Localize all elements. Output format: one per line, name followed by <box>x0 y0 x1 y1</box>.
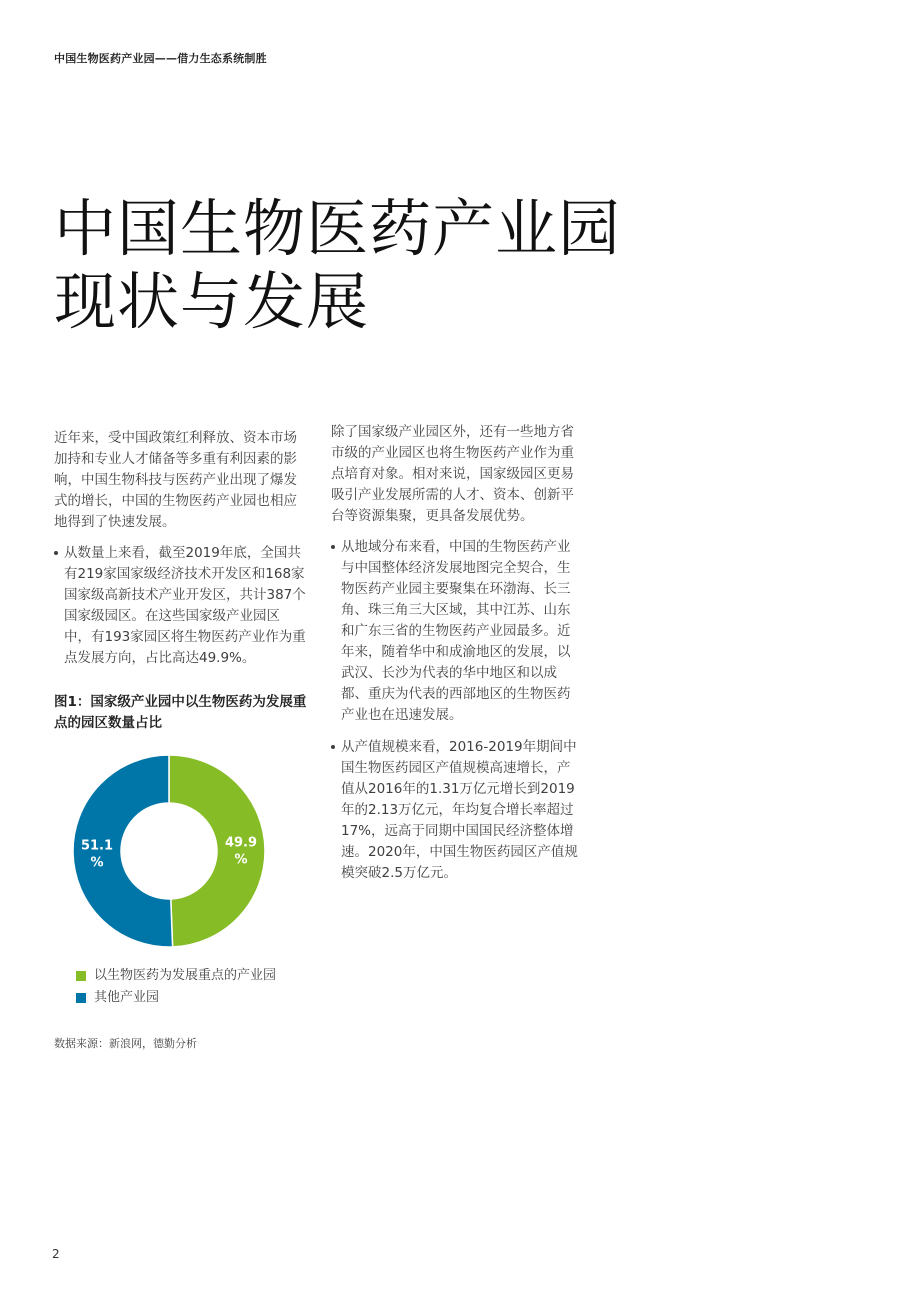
right-column <box>331 422 583 895</box>
donut-label-other: 51.1 % <box>80 838 114 871</box>
provincial-parks-paragraph: 除了国家级产业园区外，还有一些地方省市级的产业园区也将生物医药产业作为重点培育对象。相对来说，国家级园区更易吸引产业发展所需的人才、资本、创新平台等资源集聚，更具备发展优势。 <box>331 424 574 524</box>
donut-slice-biomed <box>169 755 265 947</box>
page-title-line1: 中国生物医药产业园 <box>54 192 622 265</box>
running-header: 中国生物医药产业园——借力生态系统制胜 <box>54 52 267 65</box>
legend-swatch-green <box>76 971 86 981</box>
intro-paragraph: 近年来，受中国政策红利释放、资本市场加持和专业人才储备等多重有利因素的影响，中国生物科技与医药产业出现了爆发式的增长，中国的生物医药产业园也相应地得到了快速发展。 <box>54 430 297 530</box>
figure-title: 图1：国家级产业园中以生物医药为发展重点的园区数量占比 <box>54 694 307 731</box>
legend-item-other <box>76 987 276 1009</box>
left-column <box>54 428 306 680</box>
donut-chart <box>70 752 268 950</box>
legend-label-biomed: 以生物医药为发展重点的产业园 <box>94 968 277 983</box>
page-number: 2 <box>52 1247 60 1261</box>
page-title <box>54 192 621 338</box>
donut-label-biomed: 49.9 % <box>224 835 258 868</box>
bullet-quantity: 从数量上来看，截至2019年底，全国共有219家国家级经济技术开发区和168家国家级高新技术产业开发区，共计387个国家级园区。在这些国家级产业园区中，有193家园区将生物医药产业作为重点发展方向，占比高达49.9%。 <box>54 543 306 669</box>
legend-item-biomed <box>76 965 276 987</box>
legend-label-other: 其他产业园 <box>94 990 160 1005</box>
page-title-line2: 现状与发展 <box>54 265 370 338</box>
bullet-output-value: 从产值规模来看，2016-2019年期间中国生物医药园区产值规模高速增长，产值从2016年的1.31万亿元增长到2019年的2.13万亿元，年均复合增长率超过17%，远高于同期中国国民经济整体增速。2020年，中国生物医药园区产值规模突破2.5万亿元。 <box>331 737 583 884</box>
chart-legend <box>76 965 276 1009</box>
legend-swatch-blue <box>76 993 86 1003</box>
bullet-geography: 从地域分布来看，中国的生物医药产业与中国整体经济发展地图完全契合，生物医药产业园主要聚集在环渤海、长三角、珠三角三大区域，其中江苏、山东和广东三省的生物医药产业园最多。近年来，随着华中和成渝地区的发展，以武汉、长沙为代表的华中地区和以成都、重庆为代表的西部地区的生物医药产业也在迅速发展。 <box>331 537 583 726</box>
figure-source: 数据来源：新浪网，德勤分析 <box>54 1037 197 1050</box>
